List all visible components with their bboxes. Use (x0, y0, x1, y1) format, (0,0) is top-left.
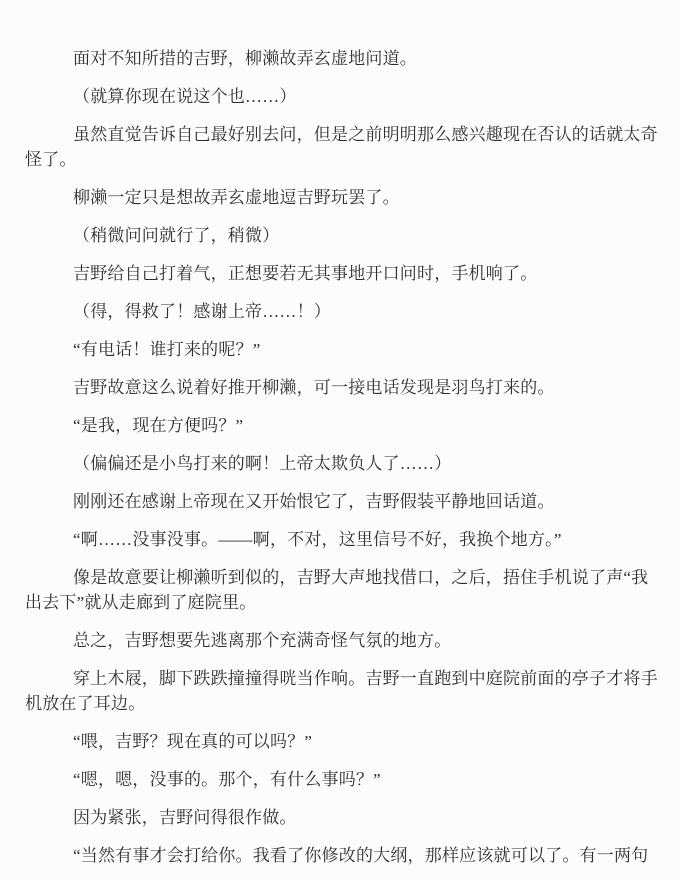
paragraph: “有电话！谁打来的呢？” (73, 340, 261, 359)
paragraph: 因为紧张，吉野问得很作做。 (73, 808, 297, 827)
paragraph: （得，得救了！感谢上帝……！） (73, 302, 331, 321)
paragraph: “嗯，嗯，没事的。那个，有什么事吗？” (73, 770, 381, 789)
paragraph: 吉野给自己打着气，正想要若无其事地开口问时，手机响了。 (73, 264, 538, 283)
paragraph: “是我，现在方便吗？” (73, 416, 244, 435)
paragraph: 吉野故意这么说着好推开柳濑，可一接电话发现是羽鸟打来的。 (73, 378, 555, 397)
paragraph: （稍微问问就行了，稍微） (73, 226, 280, 245)
paragraph: 柳濑一定只是想故弄玄虚地逗吉野玩罢了。 (73, 188, 400, 207)
paragraph: 刚刚还在感谢上帝现在又开始恨它了，吉野假装平静地回话道。 (73, 492, 555, 511)
paragraph: 虽然直觉告诉自己最好别去问，但是之前明明那么感兴趣现在否认的话就太奇怪了。 (25, 125, 658, 169)
paragraph: 面对不知所措的吉野，柳濑故弄玄虚地问道。 (73, 49, 417, 68)
paragraph: “喂，吉野？现在真的可以吗？” (73, 732, 313, 751)
paragraph: 总之，吉野想要先逃离那个充满奇怪气氛的地方。 (73, 631, 452, 650)
text-content (25, 46, 658, 868)
paragraph: “啊……没事没事。——啊，不对，这里信号不好，我换个地方。” (73, 530, 562, 549)
paragraph: “当然有事才会打给你。我看了你修改的大纲，那样应该就可以了。有一两句 (73, 846, 649, 865)
paragraph: 像是故意要让柳濑听到似的，吉野大声地找借口，之后，捂住手机说了声“我出去下”就从走廊到了庭院里。 (25, 568, 649, 612)
paragraph: 穿上木屐，脚下跌跌撞撞得咣当作响。吉野一直跑到中庭院前面的亭子才将手机放在了耳边。 (25, 669, 658, 713)
paragraph: （就算你现在说这个也……） (73, 87, 297, 106)
paragraph: （偏偏还是小鸟打来的啊！上帝太欺负人了……） (73, 454, 452, 473)
